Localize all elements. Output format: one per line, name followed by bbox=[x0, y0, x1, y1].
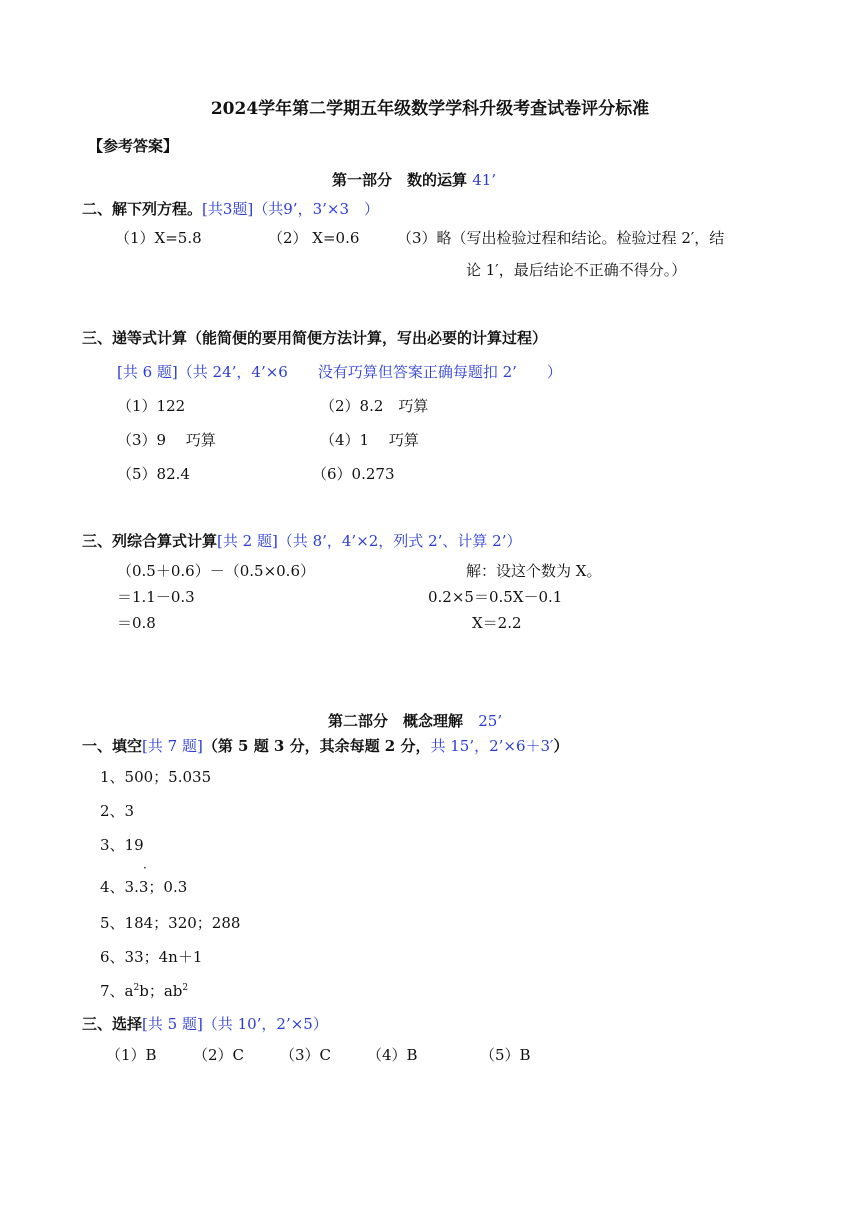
step-calc-answer-1: （1）122 bbox=[117, 397, 186, 415]
reference-answer-label: 【参考答案】 bbox=[88, 137, 179, 155]
fill-blank-answer-1: 1、500；5.035 bbox=[100, 768, 212, 786]
step-calc-section-title: 三、递等式计算（能简便的要用简便方法计算，写出必要的计算过程） bbox=[82, 329, 548, 347]
answer-7-exponent-2: 2 bbox=[182, 983, 189, 993]
fill-blank-title-a: 一、填空 bbox=[82, 737, 143, 755]
equations-rule: [共3题]（共9’，3’×3 ） bbox=[202, 200, 379, 218]
combined-calc-left-line2: ＝1.1－0.3 bbox=[117, 588, 195, 606]
combined-calc-right-line1: 解：设这个数为 X。 bbox=[466, 562, 602, 580]
choice-section-title bbox=[82, 1013, 328, 1034]
answer-7-prefix: 7、a bbox=[100, 982, 134, 1000]
fill-blank-section-title bbox=[82, 735, 568, 756]
fill-blank-answer-6: 6、33；4n＋1 bbox=[100, 948, 203, 966]
equations-title: 二、解下列方程。 bbox=[82, 200, 203, 218]
combined-calc-section-title bbox=[82, 530, 521, 551]
fill-blank-title-c: ） bbox=[553, 737, 569, 755]
fill-blank-rule-a: [共 7 题] bbox=[142, 737, 203, 755]
step-calc-answer-5: （5）82.4 bbox=[117, 465, 190, 483]
step-calc-answer-4: （4）1 巧算 bbox=[320, 431, 419, 449]
fill-blank-answer-2: 2、3 bbox=[100, 802, 135, 820]
step-calc-rule: [共 6 题]（共 24’，4’×6 没有巧算但答案正确每题扣 2’ ） bbox=[117, 363, 562, 381]
part1-heading-score: 41’ bbox=[472, 171, 497, 189]
combined-calc-title: 三、列综合算式计算 bbox=[82, 532, 218, 550]
part2-heading-score: 25’ bbox=[478, 712, 503, 730]
fill-blank-title-b: （第 5 题 3 分，其余每题 2 分， bbox=[202, 737, 431, 755]
choice-title: 三、选择 bbox=[82, 1015, 143, 1033]
choice-rule: [共 5 题]（共 10’，2’×5） bbox=[142, 1015, 328, 1033]
repeating-decimal-dot: · bbox=[143, 861, 147, 875]
step-calc-answer-3: （3）9 巧算 bbox=[117, 431, 216, 449]
equation-answer-3-line2: 论 1′，最后结论不正确不得分。） bbox=[466, 261, 687, 279]
answer-7-exponent-1: 2 bbox=[133, 983, 140, 993]
step-calc-answer-6: （6）0.273 bbox=[312, 465, 395, 483]
fill-blank-answer-3: 3、19 bbox=[100, 836, 144, 854]
choice-answer-4: （4）B bbox=[367, 1046, 418, 1064]
fill-blank-rule-b: 共 15’，2’×6＋3′ bbox=[430, 737, 554, 755]
fill-blank-answer-5: 5、184；320；288 bbox=[100, 914, 241, 932]
equations-section-title bbox=[82, 198, 379, 219]
equation-answer-1: （1）X=5.8 bbox=[115, 229, 202, 247]
equation-answer-3-line1: （3）略（写出检验过程和结论。检验过程 2′，结 bbox=[397, 229, 725, 247]
step-calc-answer-2: （2）8.2 巧算 bbox=[320, 397, 429, 415]
answer-7-middle: b；ab bbox=[139, 982, 183, 1000]
page-title: 2024学年第二学期五年级数学学科升级考查试卷评分标准 bbox=[210, 99, 650, 119]
part1-heading-text: 第一部分 数的运算 bbox=[332, 171, 468, 189]
fill-blank-answer-4: 4、3.3；0.3 bbox=[100, 878, 188, 896]
combined-calc-left-line3: ＝0.8 bbox=[117, 614, 156, 632]
choice-answer-2: （2）C bbox=[193, 1046, 245, 1064]
combined-calc-left-line1: （0.5＋0.6）－（0.5×0.6） bbox=[117, 562, 315, 580]
part2-heading-text: 第二部分 概念理解 bbox=[328, 712, 464, 730]
combined-calc-rule: [共 2 题]（共 8’，4’×2，列式 2’、计算 2’） bbox=[217, 532, 522, 550]
equation-answer-2: （2） X=0.6 bbox=[268, 229, 360, 247]
fill-blank-answer-7 bbox=[100, 980, 188, 1001]
combined-calc-right-line2: 0.2×5＝0.5X－0.1 bbox=[428, 588, 563, 606]
part1-heading bbox=[332, 169, 496, 190]
choice-answer-3: （3）C bbox=[280, 1046, 332, 1064]
combined-calc-right-line3: X＝2.2 bbox=[472, 614, 522, 632]
choice-answer-5: （5）B bbox=[480, 1046, 531, 1064]
choice-answer-1: （1）B bbox=[106, 1046, 157, 1064]
part2-heading bbox=[328, 710, 502, 731]
